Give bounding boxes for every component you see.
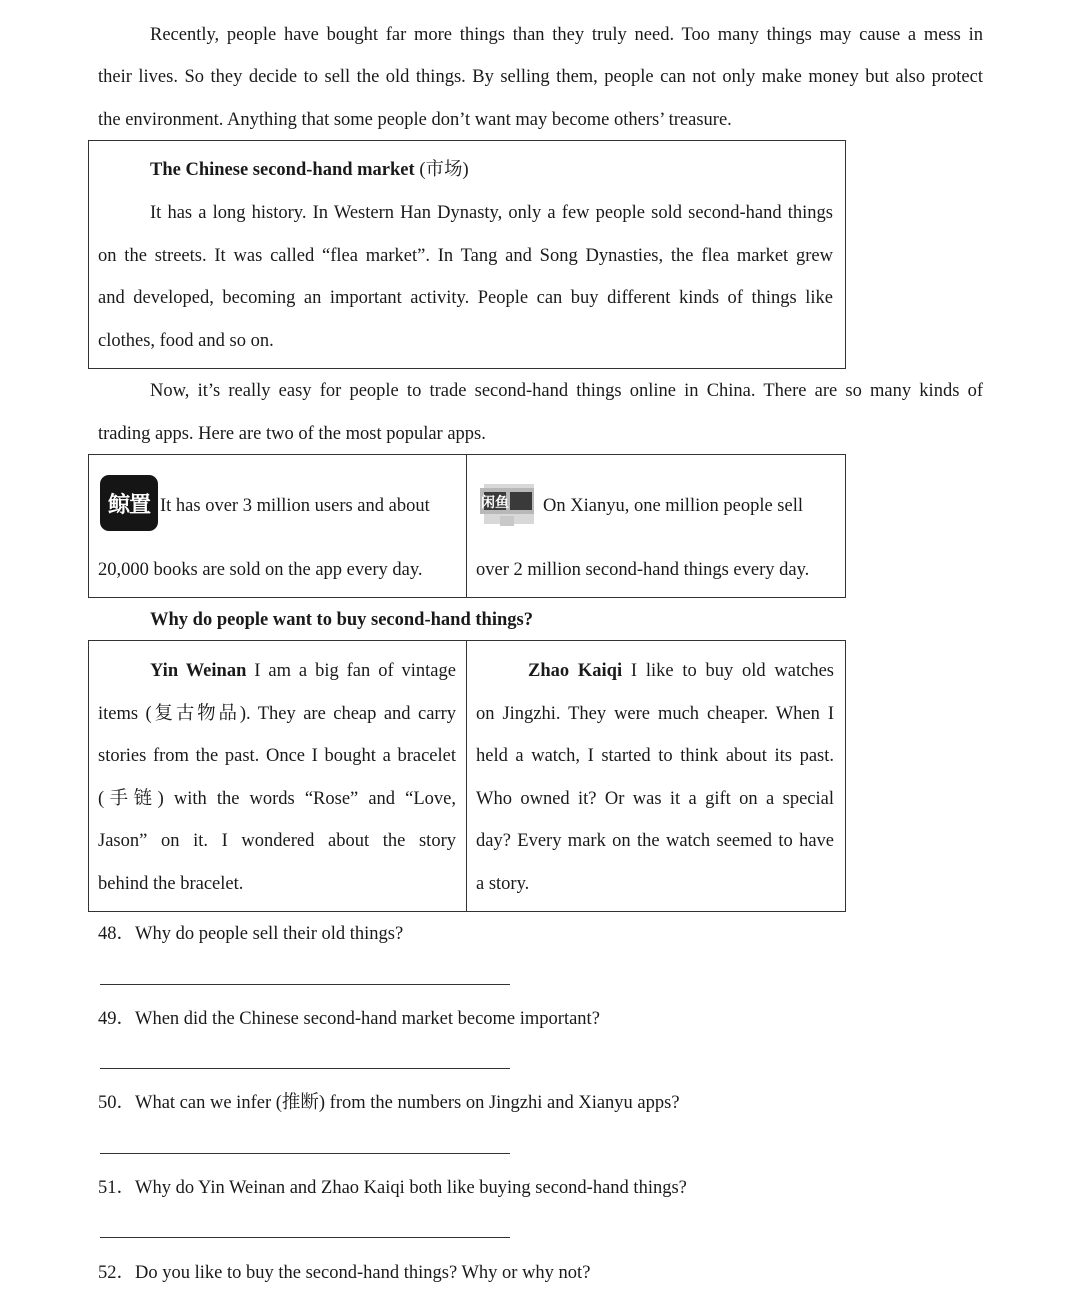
answer-line-50[interactable]: [100, 1153, 510, 1154]
app1-line-1: It has over 3 million users and about: [160, 496, 430, 516]
yin-name: Yin Weinan: [150, 661, 247, 681]
zhao-line-2: on Jingzhi. They were much cheaper. When I: [476, 704, 834, 724]
zhao-line-3: held a watch, I started to think about its past.: [476, 746, 834, 766]
market-line-1: It has a long history. In Western Han Dynasty, only a few people sold second-hand things: [150, 203, 833, 223]
apps-divider: [466, 454, 467, 598]
market-line-4: clothes, food and so on.: [98, 331, 274, 351]
zhao-line-6: a story.: [476, 874, 530, 894]
answer-line-49[interactable]: [100, 1068, 510, 1069]
question-52: 52．Do you like to buy the second-hand things? Why or why not?: [98, 1263, 591, 1283]
zhao-line-4: Who owned it? Or was it a gift on a special: [476, 789, 834, 809]
why-heading: Why do people want to buy second-hand things?: [150, 610, 533, 630]
market-line-2: on the streets. It was called “flea market”. In Tang and Song Dynasties, the flea market grew: [98, 246, 833, 266]
answer-line-48[interactable]: [100, 984, 510, 985]
market-title-note: (市场): [419, 160, 469, 180]
answer-line-51[interactable]: [100, 1237, 510, 1238]
yin-line-3: stories from the past. Once I bought a bracelet: [98, 746, 456, 766]
market-title: [150, 158, 469, 182]
intro-line-1: Recently, people have bought far more things than they truly need. Too many things may cause a mess in: [150, 25, 983, 45]
jingzhi-logo-icon: 鲸置: [100, 475, 158, 531]
zhao-line-1: Zhao Kaiqi I like to buy old watches: [528, 661, 834, 681]
yin-line-2: items (复古物品). They are cheap and carry: [98, 704, 456, 724]
online-line-1: Now, it’s really easy for people to trade second-hand things online in China. There are so many kinds of: [150, 381, 983, 401]
yin-line-5: Jason” on it. I wondered about the story: [98, 831, 456, 851]
online-line-2: trading apps. Here are two of the most popular apps.: [98, 424, 486, 444]
yin-line-6: behind the bracelet.: [98, 874, 244, 894]
zhao-name: Zhao Kaiqi: [528, 661, 623, 681]
question-49: 49．When did the Chinese second-hand market become important?: [98, 1009, 600, 1029]
zhao-line-5: day? Every mark on the watch seemed to have: [476, 831, 834, 851]
market-line-3: and developed, becoming an important activity. People can buy different kinds of things like: [98, 288, 833, 308]
xianyu-logo-icon: [478, 478, 536, 528]
intro-line-2: their lives. So they decide to sell the old things. By selling them, people can not only make money but also protect: [98, 67, 983, 87]
yin-line-4: (手链) with the words “Rose” and “Love,: [98, 789, 456, 809]
app1-line-2: 20,000 books are sold on the app every day.: [98, 560, 423, 580]
intro-line-3: the environment. Anything that some people don’t want may become others’ treasure.: [98, 110, 732, 130]
question-51: 51．Why do Yin Weinan and Zhao Kaiqi both like buying second-hand things?: [98, 1178, 687, 1198]
market-title-bold: The Chinese second-hand market: [150, 160, 415, 180]
people-divider: [466, 640, 467, 912]
app2-line-1: On Xianyu, one million people sell: [543, 496, 803, 516]
question-50: 50．What can we infer (推断) from the numbers on Jingzhi and Xianyu apps?: [98, 1093, 680, 1113]
yin-line-1: Yin Weinan I am a big fan of vintage: [150, 661, 456, 681]
svg-text:闲鱼: 闲鱼: [481, 495, 509, 511]
app2-line-2: over 2 million second-hand things every day.: [476, 560, 810, 580]
question-48: 48．Why do people sell their old things?: [98, 924, 404, 944]
